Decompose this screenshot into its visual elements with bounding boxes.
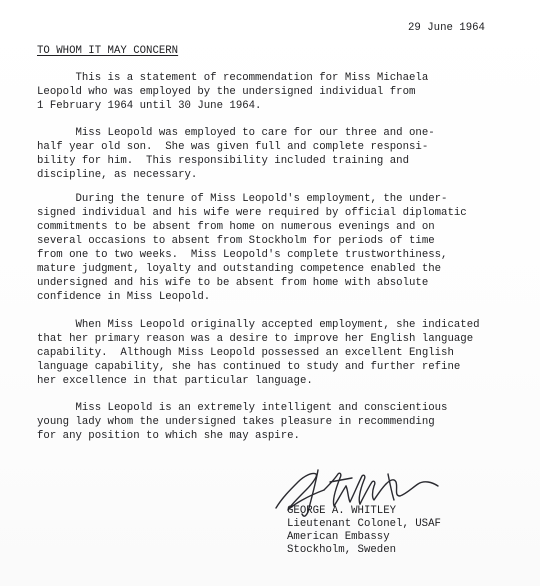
paragraph-line: This is a statement of recommendation for Miss Michaela: [37, 72, 429, 84]
paragraph-line: discipline, as necessary.: [37, 169, 198, 181]
paragraph-line: signed individual and his wife were required by official diplomatic: [37, 207, 467, 219]
paragraph-line: commitments to be absent from home on numerous evenings and on: [37, 221, 435, 233]
paragraph-line: During the tenure of Miss Leopold's employment, the under-: [37, 193, 448, 205]
signatory-name: GEORGE A. WHITLEY: [287, 505, 397, 517]
signatory-location: Stockholm, Sweden: [287, 544, 397, 556]
signatory-organization: American Embassy: [287, 531, 390, 543]
paragraph-line: young lady whom the undersigned takes pleasure in recommending: [37, 416, 435, 428]
paragraph-line: 1 February 1964 until 30 June 1964.: [37, 100, 262, 112]
letter-heading: TO WHOM IT MAY CONCERN: [37, 45, 179, 57]
paragraph-line: Miss Leopold was employed to care for our three and one-: [37, 127, 435, 139]
letter-date: 29 June 1964: [408, 22, 485, 34]
paragraph-line: for any position to which she may aspire.: [37, 430, 300, 442]
signature-block: [287, 505, 441, 557]
paragraph-line: capability. Although Miss Leopold possessed an excellent English: [37, 347, 454, 359]
paragraph-line: Miss Leopold is an extremely intelligent and conscientious: [37, 402, 448, 414]
paragraph-line: that her primary reason was a desire to improve her English language: [37, 333, 474, 345]
paragraph-line: When Miss Leopold originally accepted employment, she indicated: [37, 319, 480, 331]
paragraph-line: her excellence in that particular language.: [37, 375, 313, 387]
paragraph-line: bility for him. This responsibility included training and: [37, 155, 409, 167]
paragraph-line: Leopold who was employed by the undersigned individual from: [37, 86, 416, 98]
paragraph-line: half year old son. She was given full and complete responsi-: [37, 141, 429, 153]
paragraph-line: mature judgment, loyalty and outstanding competence enabled the: [37, 263, 442, 275]
paragraph-line: from one to two weeks. Miss Leopold's complete trustworthiness,: [37, 249, 448, 261]
paragraph-line: confidence in Miss Leopold.: [37, 291, 211, 303]
paragraph-line: undersigned and his wife to be absent from home with absolute: [37, 277, 429, 289]
paragraph-line: several occasions to absent from Stockholm for periods of time: [37, 235, 435, 247]
signatory-rank: Lieutenant Colonel, USAF: [287, 518, 441, 530]
paragraph-line: language capability, she has continued to study and further refine: [37, 361, 461, 373]
